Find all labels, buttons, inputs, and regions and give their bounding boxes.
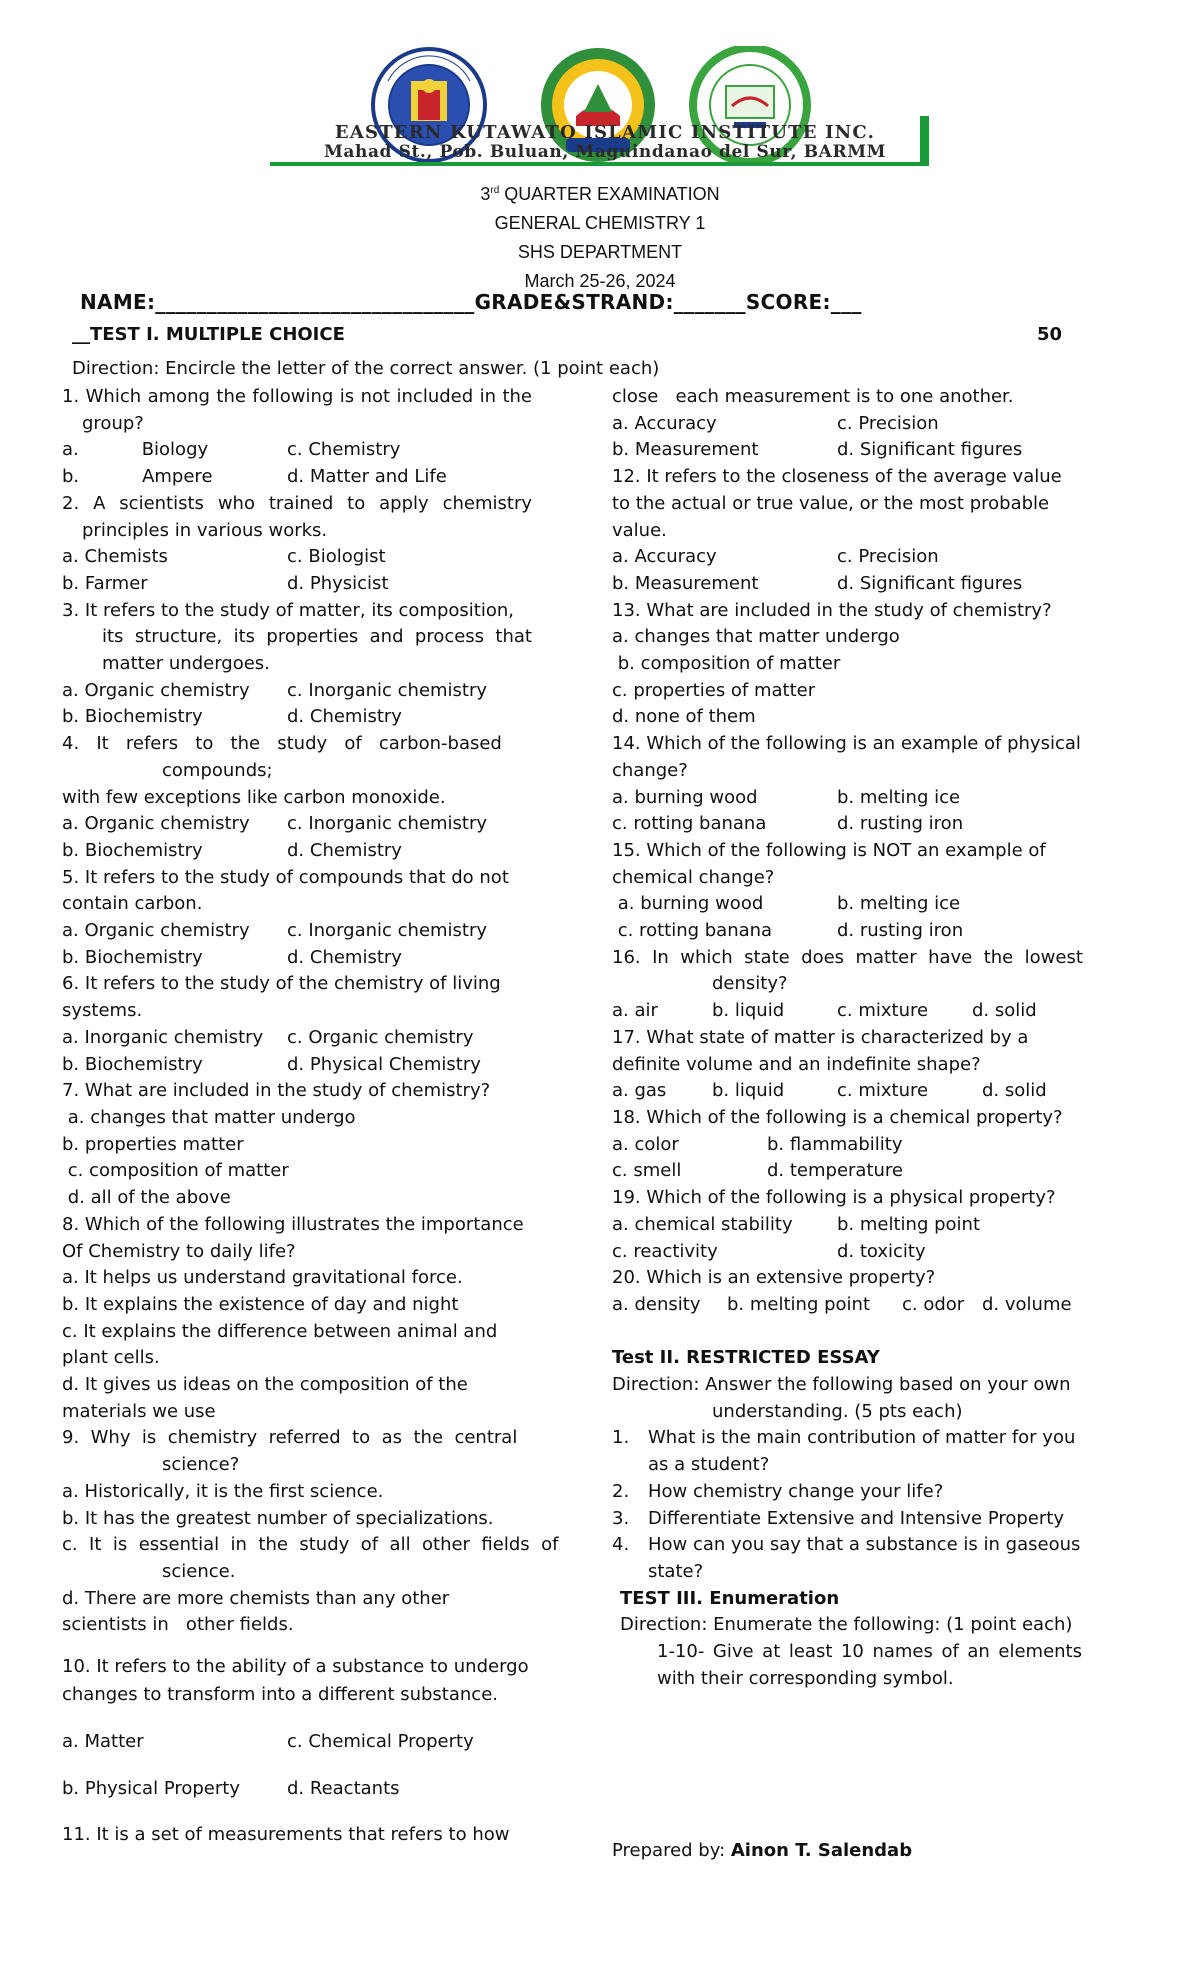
essay-item: 2. How chemistry change your life?: [612, 1480, 944, 1502]
option: d. none of them: [612, 706, 756, 728]
option: a. Biology: [62, 439, 209, 461]
option: a. burning wood: [612, 786, 758, 808]
option: c. Inorganic chemistry: [287, 920, 488, 942]
option: b. Measurement: [612, 439, 759, 461]
exam-date: March 25-26, 2024: [524, 271, 676, 291]
total-points: 50: [1036, 324, 1062, 345]
question-13: 13. What are included in the study of chemistry?: [612, 599, 1052, 621]
option: b. It has the greatest number of specializations.: [62, 1507, 494, 1529]
question-16-cont: density?: [712, 973, 788, 995]
subject-title: GENERAL CHEMISTRY 1: [494, 213, 706, 233]
option-cont: scientists in other fields.: [62, 1614, 294, 1636]
quarter-title: 3rd QUARTER EXAMINATION: [480, 184, 720, 204]
option: b. Biochemistry: [62, 946, 203, 968]
test2-direction: Direction: Answer the following based on your own: [612, 1374, 1071, 1395]
test3-title: TEST III. Enumeration: [620, 1587, 840, 1609]
test2-direction-cont: understanding. (5 pts each): [712, 1400, 963, 1422]
option: d. Chemistry: [287, 946, 402, 968]
question-17: 17. What state of matter is characterized by a definite volume and an indefinite shape?: [612, 1026, 1029, 1075]
option: c. Precision: [837, 546, 939, 568]
option-cont: science.: [162, 1560, 236, 1582]
option: b. Measurement: [612, 572, 759, 594]
option: c. Chemistry: [287, 439, 401, 461]
option: b. flammability: [767, 1133, 903, 1155]
option: c. mixture: [837, 1000, 929, 1022]
question-5: 5. It refers to the study of compounds that do not contain carbon.: [62, 866, 509, 915]
option: d. Chemistry: [287, 706, 402, 728]
test1-direction: Direction: Encircle the letter of the correct answer. (1 point each): [72, 358, 660, 379]
option: d. Physical Chemistry: [287, 1053, 481, 1075]
option: a. changes that matter undergo: [612, 626, 900, 648]
name-grade-score-line: NAME:_______________________________GRADE&STRAND:_______SCORE:___: [80, 290, 862, 314]
option: b. melting point: [727, 1293, 870, 1315]
question-6: 6. It refers to the study of the chemistry of living systems.: [62, 973, 501, 1022]
option: c. composition of matter: [62, 1160, 289, 1182]
option: d. volume: [982, 1293, 1072, 1315]
prepared-by: [612, 1840, 912, 1861]
exam-title-block: [0, 180, 1200, 296]
option: a. chemical stability: [612, 1213, 793, 1235]
option: b. It explains the existence of day and night: [62, 1293, 459, 1315]
option: d. temperature: [767, 1160, 904, 1182]
option: c. Inorganic chemistry: [287, 679, 488, 701]
prepared-by-name: Ainon T. Salendab: [730, 1840, 913, 1861]
option: b. melting ice: [837, 786, 961, 808]
question-8-cont: Of Chemistry to daily life?: [62, 1240, 296, 1262]
question-14: 14. Which of the following is an example of physical change?: [612, 733, 1081, 781]
question-15: 15. Which of the following is NOT an example of chemical change?: [612, 839, 1046, 888]
option: d. Significant figures: [837, 572, 1023, 594]
option: d. all of the above: [62, 1187, 231, 1209]
option: a. changes that matter undergo: [62, 1106, 356, 1128]
option: a. Matter: [62, 1731, 144, 1753]
option: b. Physical Property: [62, 1777, 240, 1799]
option: d. rusting iron: [837, 813, 964, 835]
test1-heading: [72, 324, 1062, 345]
question-4-cont2: with few exceptions like carbon monoxide.: [62, 786, 446, 808]
option: d. solid: [972, 1000, 1037, 1022]
option: a. Organic chemistry: [62, 813, 250, 835]
option: c. Organic chemistry: [287, 1026, 474, 1048]
option: d. Significant figures: [837, 439, 1023, 461]
option: a. density: [612, 1293, 701, 1315]
option: b. composition of matter: [612, 653, 841, 675]
question-7: 7. What are included in the study of chemistry?: [62, 1080, 491, 1102]
option: d. Chemistry: [287, 839, 402, 861]
option: b. Ampere: [62, 466, 213, 488]
option: d. Physicist: [287, 572, 389, 594]
test2-title: Test II. RESTRICTED ESSAY: [612, 1347, 880, 1369]
institution-name: EASTERN KUTAWATO ISLAMIC INSTITUTE INC.: [334, 122, 876, 143]
question-4-cont: compounds;: [162, 759, 273, 781]
essay-item: 3. Differentiate Extensive and Intensive Property: [612, 1507, 1064, 1529]
essay-item: 1. What is the main contribution of matter for you as a student?: [612, 1427, 1076, 1476]
option: d. rusting iron: [837, 920, 964, 942]
option: c. It is essential in the study of all other fields of: [62, 1534, 559, 1556]
banner-underline: [270, 162, 920, 166]
option: a. It helps us understand gravitational force.: [62, 1267, 463, 1289]
question-9-cont: science?: [162, 1454, 240, 1476]
option: a. burning wood: [612, 893, 764, 915]
question-16: 16. In which state does matter have the lowest: [612, 946, 1083, 968]
banner-right-bar: [920, 116, 929, 166]
option: b. Biochemistry: [62, 1053, 203, 1075]
question-12: 12. It refers to the closeness of the average value to the actual or true value, or the most probable value.: [612, 466, 1062, 541]
option: c. mixture: [837, 1080, 929, 1102]
question-1: 1. Which among the following is not included in the group?: [62, 386, 532, 434]
institution-address: Mahad St., Pob. Buluan, Maguindanao del Sur, BARMM: [323, 142, 887, 162]
option: d. toxicity: [837, 1240, 926, 1262]
question-18: 18. Which of the following is a chemical property?: [612, 1106, 1063, 1128]
question-19: 19. Which of the following is a physical property?: [612, 1187, 1056, 1209]
essay-item: 4. How can you say that a substance is in gaseous state?: [612, 1534, 1081, 1582]
question-3-cont: its structure, its properties and process that matter undergoes.: [102, 626, 532, 675]
option: c. reactivity: [612, 1240, 718, 1262]
question-4: 4. It refers to the study of carbon-based: [62, 733, 502, 755]
option: a. gas: [612, 1080, 667, 1102]
option: a. Accuracy: [612, 546, 717, 568]
test1-title: __TEST I. MULTIPLE CHOICE: [72, 324, 345, 345]
question-3: 3. It refers to the study of matter, its composition,: [62, 599, 514, 621]
question-20: 20. Which is an extensive property?: [612, 1267, 936, 1289]
option: d. Reactants: [287, 1777, 400, 1799]
option: d. There are more chemists than any other: [62, 1587, 450, 1609]
option: c. It explains the difference between animal and plant cells.: [62, 1320, 498, 1369]
option: b. Biochemistry: [62, 706, 203, 728]
option: b. melting ice: [837, 893, 961, 915]
option: c. Precision: [837, 412, 939, 434]
right-column: [612, 384, 1082, 1692]
option: b. liquid: [712, 1080, 785, 1102]
option: b. liquid: [712, 1000, 785, 1022]
option: b. Biochemistry: [62, 839, 203, 861]
question-8: 8. Which of the following illustrates the importance: [62, 1213, 524, 1235]
test3-item: 1-10- Give at least 10 names of an elements with their corresponding symbol.: [657, 1641, 1082, 1689]
department-title: SHS DEPARTMENT: [517, 242, 683, 262]
option: a. Organic chemistry: [62, 920, 250, 942]
option: c. smell: [612, 1160, 682, 1182]
question-9: 9. Why is chemistry referred to as the central: [62, 1427, 518, 1449]
option: c. rotting banana: [612, 813, 767, 835]
option: a. Accuracy: [612, 412, 717, 434]
option: a. Historically, it is the first science.: [62, 1480, 384, 1502]
option: c. Biologist: [287, 546, 386, 568]
option: a. Chemists: [62, 546, 168, 568]
question-2: 2. A scientists who trained to apply chemistry principles in various works.: [62, 492, 532, 541]
option: a. Inorganic chemistry: [62, 1026, 264, 1048]
test3-direction: Direction: Enumerate the following: (1 point each): [620, 1614, 1073, 1636]
option: c. rotting banana: [612, 920, 773, 942]
prepared-by-label: Prepared by:: [612, 1840, 731, 1861]
option: c. Inorganic chemistry: [287, 813, 488, 835]
question-11-cont: close each measurement is to one another.: [612, 386, 1014, 407]
option: c. odor: [902, 1293, 965, 1315]
option: d. It gives us ideas on the composition of the materials we use: [62, 1374, 468, 1422]
question-11: 11. It is a set of measurements that refers to how: [62, 1824, 510, 1846]
option: b. properties matter: [62, 1133, 244, 1155]
option: b. melting point: [837, 1213, 980, 1235]
option: d. Matter and Life: [287, 466, 447, 488]
option: b. Farmer: [62, 572, 148, 594]
option: a. air: [612, 1000, 658, 1022]
question-10: 10. It refers to the ability of a substance to undergo changes to transform into a different substance.: [62, 1656, 529, 1706]
option: c. Chemical Property: [287, 1731, 474, 1753]
left-column: [62, 384, 559, 1849]
essay-list: [612, 1425, 1082, 1585]
option: c. properties of matter: [612, 679, 816, 701]
option: a. Organic chemistry: [62, 679, 250, 701]
institution-banner: [270, 122, 942, 166]
option: d. solid: [982, 1080, 1047, 1102]
option: a. color: [612, 1133, 679, 1155]
